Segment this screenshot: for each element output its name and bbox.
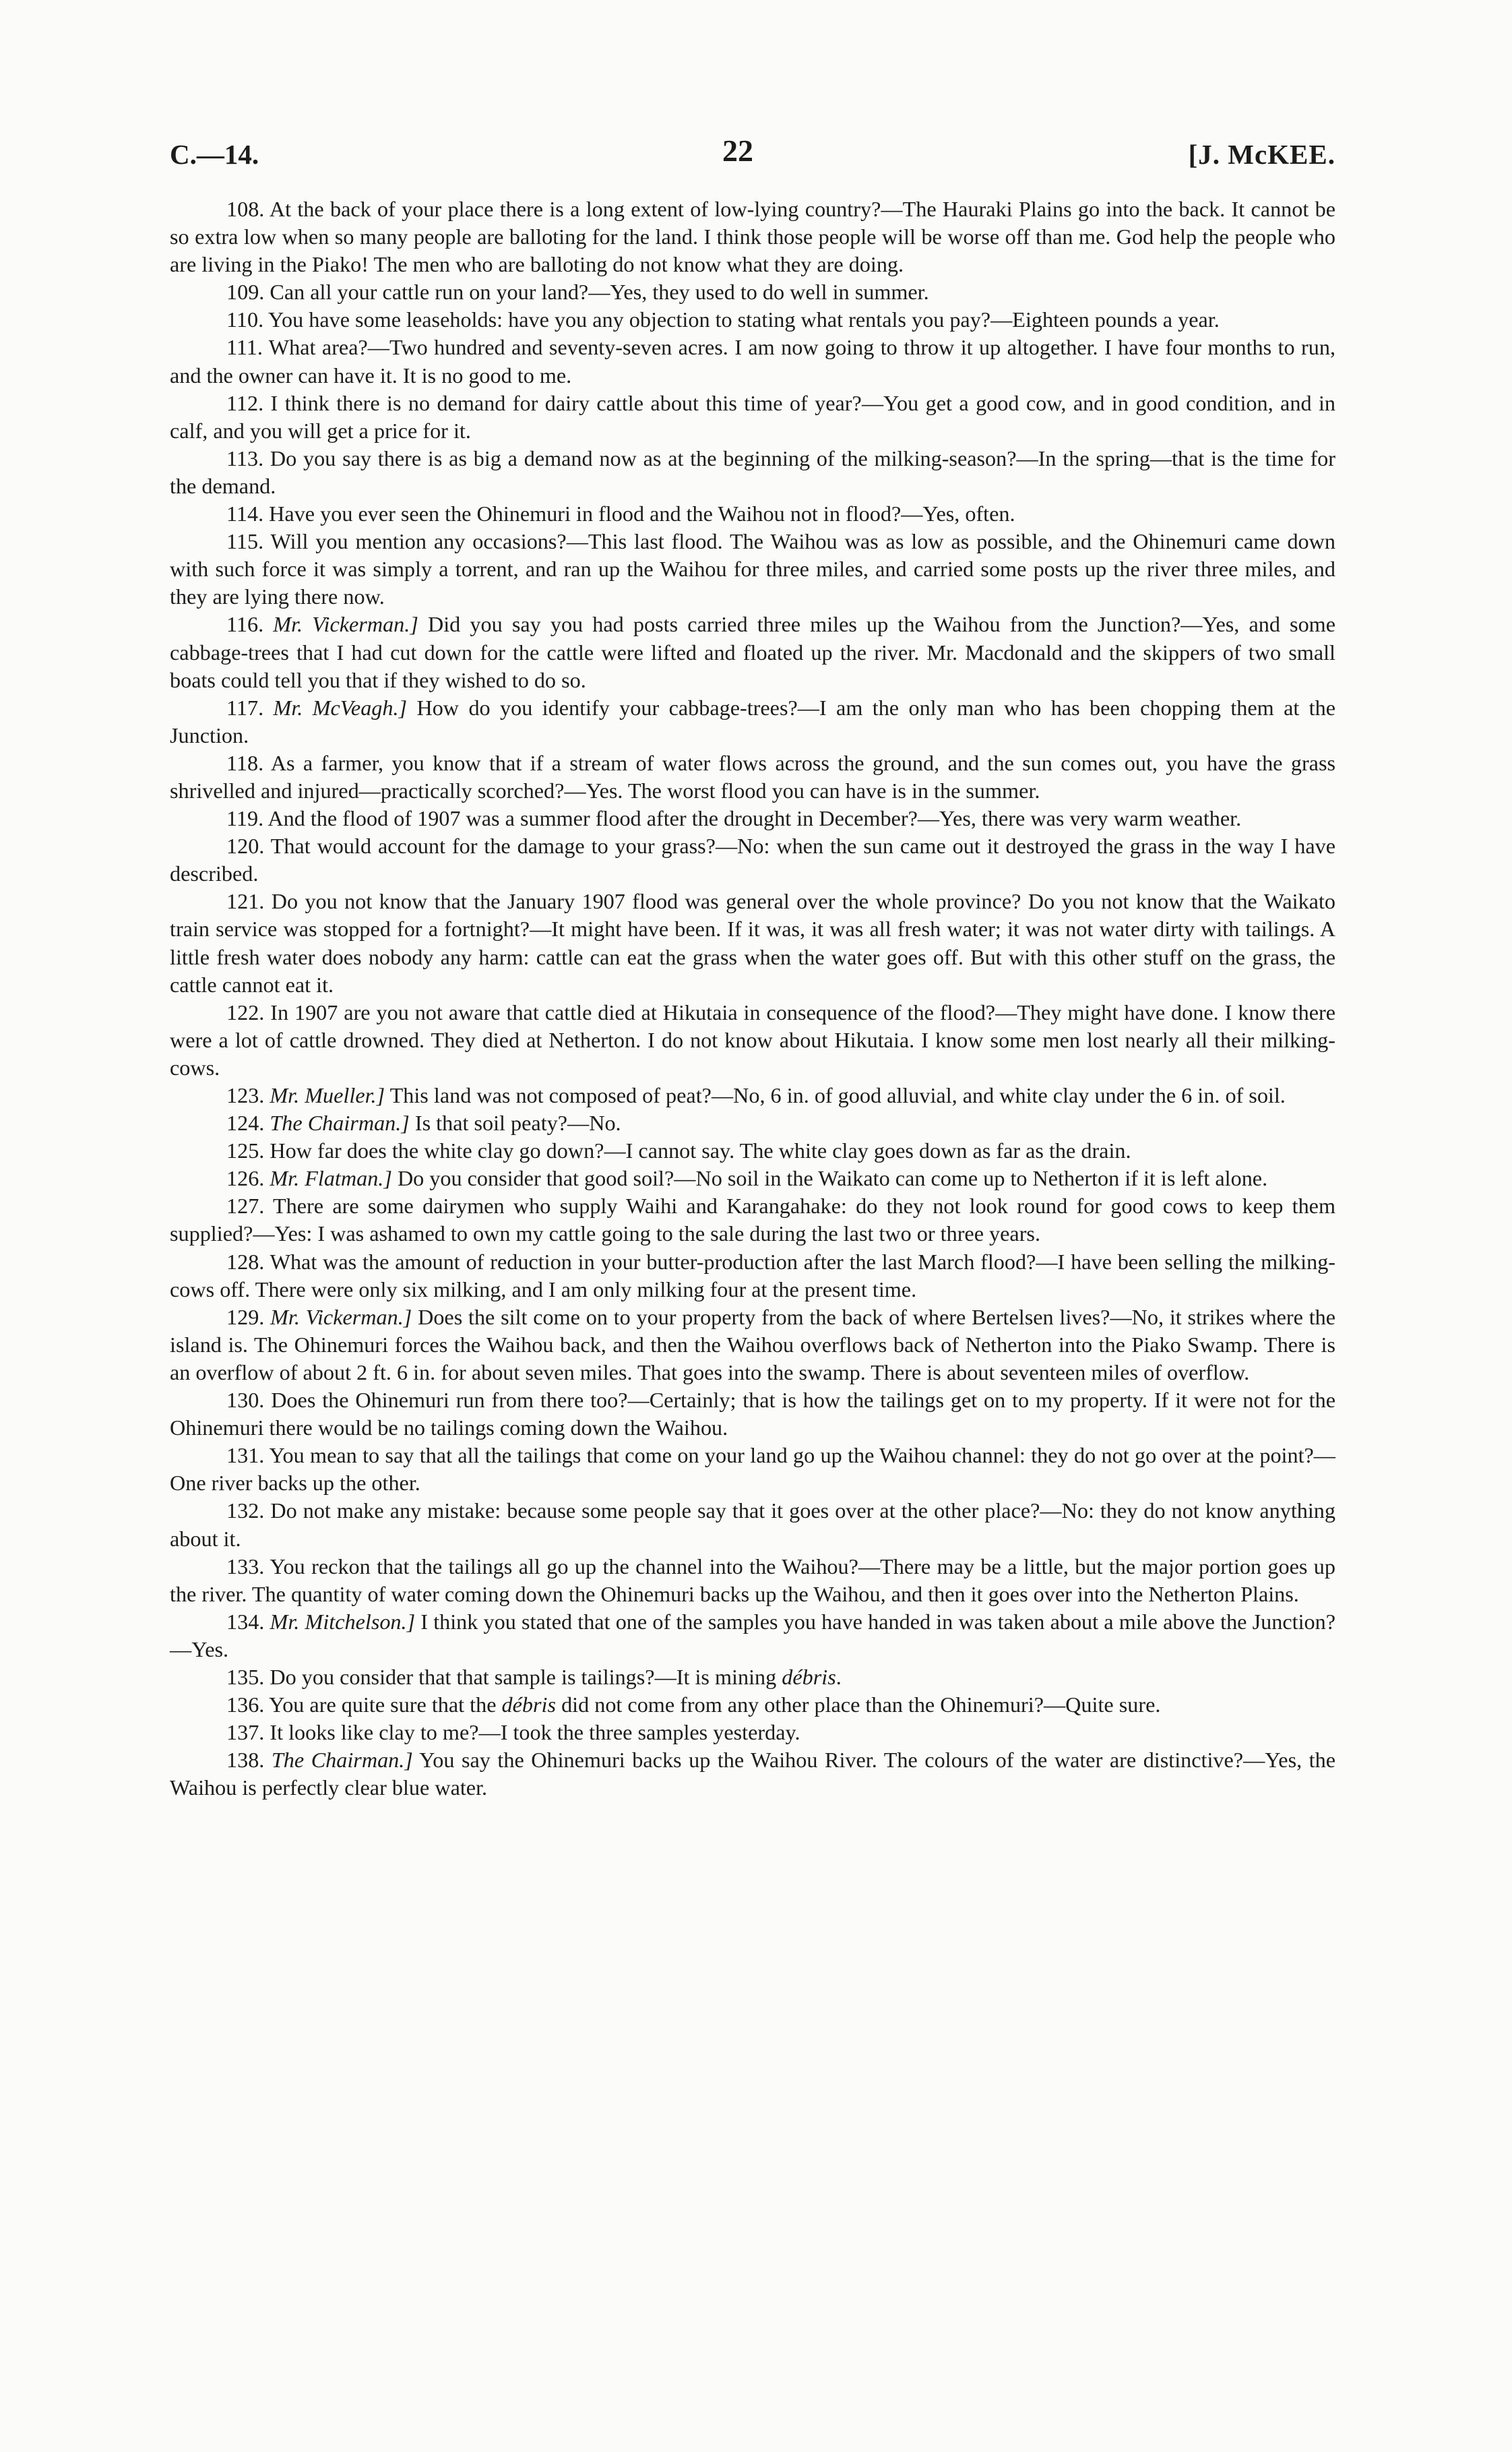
question-119: 119. And the flood of 1907 was a summer flood after the drought in December?—Yes, there was very warm weather.	[226, 806, 1242, 831]
foreign-word: débris	[501, 1692, 557, 1717]
testimony-body	[170, 195, 1335, 1802]
foreign-word: débris	[782, 1664, 836, 1689]
speaker-label: The Chairman.]	[270, 1111, 410, 1136]
question-123: 123. Mr. Mueller.] This land was not composed of peat?—No, 6 in. of good alluvial, and white clay under the 6 in. of soil.	[226, 1083, 1286, 1107]
question-132: 132. Do not make any mistake: because some people say that it goes over at the other place?—No: they do not know anything about it.	[170, 1498, 1335, 1551]
question-121: 121. Do you not know that the January 1907 flood was general over the whole province? Do you not know that the Waikato train service was stopped for a fortnight?—It might have been. If it was, it was all fresh water; it was not water dirty with tailings. A little fresh water does nobody any harm: cattle can eat the grass when the water goes off. But with this other stuff on the grass, the cattle cannot eat it.	[170, 889, 1335, 997]
paper-reference: C.—14.	[170, 139, 259, 170]
question-130: 130. Does the Ohinemuri run from there too?—Certainly; that is how the tailings get on to my property. If it were not for the Ohinemuri there would be no tailings coming down the Waihou.	[170, 1388, 1335, 1440]
question-114: 114. Have you ever seen the Ohinemuri in flood and the Waihou not in flood?—Yes, often.	[226, 501, 1015, 526]
question-138: 138. The Chairman.] You say the Ohinemuri backs up the Waihou River. The colours of the water are distinctive?—Yes, the Waihou is perfectly clear blue water.	[170, 1748, 1336, 1800]
speaker-label: Mr. McVeagh.]	[273, 695, 408, 720]
question-115: 115. Will you mention any occasions?—This last flood. The Waihou was as low as possible, and the Ohinemuri came down with such force it was simply a torrent, and ran up the Waihou for three miles, and carried some posts up the river three miles, and they are lying there now.	[170, 529, 1335, 609]
question-135: 135. Do you consider that that sample is tailings?—It is mining débris.	[226, 1664, 842, 1689]
question-112: 112. I think there is no demand for dairy cattle about this time of year?—You get a good cow, and in good condition, and in calf, and you will get a price for it.	[170, 390, 1335, 443]
question-137: 137. It looks like clay to me?—I took the three samples yesterday.	[226, 1720, 800, 1745]
question-134: 134. Mr. Mitchelson.] I think you stated that one of the samples you have handed in was taken about a mile above the Junction?—Yes.	[170, 1609, 1336, 1661]
question-133: 133. You reckon that the tailings all go up the channel into the Waihou?—There may be a little, but the major portion goes up the river. The quantity of water coming down the Ohinemuri backs up the Waihou, and then it goes over into the Netherton Plains.	[170, 1554, 1335, 1606]
question-109: 109. Can all your cattle run on your land?—Yes, they used to do well in summer.	[226, 280, 929, 305]
question-124: 124. The Chairman.] Is that soil peaty?—No.	[226, 1111, 621, 1136]
question-113: 113. Do you say there is as big a demand now as at the beginning of the milking-season?—In the spring—that is the time for the demand.	[170, 446, 1335, 498]
page-number: 22	[722, 133, 753, 168]
speaker-label: Mr. Vickerman.]	[270, 1304, 412, 1329]
question-120: 120. That would account for the damage to your grass?—No: when the sun came out it destroyed the grass in the way I have described.	[170, 834, 1335, 886]
question-117: 117. Mr. McVeagh.] How do you identify your cabbage-trees?—I am the only man who has been chopping them at the Junction.	[170, 695, 1336, 747]
witness-name: [J. McKEE.	[1188, 139, 1335, 170]
question-131: 131. You mean to say that all the tailings that come on your land go up the Waihou channel: they do not go over at the point?—One river backs up the other.	[170, 1443, 1335, 1496]
question-111: 111. What area?—Two hundred and seventy-seven acres. I am now going to throw it up altogether. I have four months to run, and the owner can have it. It is no good to me.	[170, 335, 1335, 388]
question-122: 122. In 1907 are you not aware that cattle died at Hikutaia in consequence of the flood?—They might have done. I know there were a lot of cattle drowned. They died at Netherton. I do not know about Hikutaia. I know some men lost nearly all their milking-cows.	[170, 1000, 1335, 1080]
question-118: 118. As a farmer, you know that if a stream of water flows across the ground, and the sun comes out, you have the grass shrivelled and injured—practically scorched?—Yes. The worst flood you can have is in the summer.	[170, 750, 1335, 803]
question-125: 125. How far does the white clay go down?—I cannot say. The white clay goes down as far as the drain.	[226, 1138, 1131, 1163]
question-108: 108. At the back of your place there is a long extent of low-lying country?—The Hauraki Plains go into the back. It cannot be so extra low when so many people are balloting for the land. I think those people will be worse off than me. God help the people who are living in the Piako! The men who are balloting do not know what they are doing.	[170, 197, 1335, 277]
speaker-label: Mr. Flatman.]	[270, 1166, 392, 1191]
question-116: 116. Mr. Vickerman.] Did you say you had posts carried three miles up the Waihou from the Junction?—Yes, and some cabbage-trees that I had cut down for the cattle were lifted and floated up the river. Mr. Macdonald and the skippers of two small boats could tell you that if they wished to do so.	[170, 612, 1335, 692]
speaker-label: Mr. Mitchelson.]	[270, 1609, 416, 1634]
speaker-label: The Chairman.]	[271, 1748, 413, 1773]
question-126: 126. Mr. Flatman.] Do you consider that good soil?—No soil in the Waikato can come up to Netherton if it is left alone.	[226, 1166, 1268, 1191]
question-110: 110. You have some leaseholds: have you any objection to stating what rentals you pay?—Eighteen pounds a year.	[226, 307, 1220, 332]
question-129: 129. Mr. Vickerman.] Does the silt come on to your property from the back of where Bertelsen lives?—No, it strikes where the island is. The Ohinemuri forces the Waihou back, and then the Waihou overflows back of Netherton into the Piako Swamp. There is an overflow of about 2 ft. 6 in. for about seven miles. That goes into the swamp. There is about seventeen miles of overflow.	[170, 1304, 1336, 1384]
question-128: 128. What was the amount of reduction in your butter-production after the last March flood?—I have been selling the milking-cows off. There were only six milking, and I am only milking four at the present time.	[170, 1249, 1335, 1301]
question-136: 136. You are quite sure that the débris did not come from any other place than the Ohinemuri?—Quite sure.	[226, 1692, 1161, 1717]
speaker-label: Mr. Vickerman.]	[273, 612, 418, 637]
page-header	[170, 133, 1335, 179]
speaker-label: Mr. Mueller.]	[270, 1083, 385, 1107]
question-127: 127. There are some dairymen who supply Waihi and Karangahake: do they not look round for good cows to keep them supplied?—Yes: I was ashamed to own my cattle going to the sale during the last two or three years.	[170, 1194, 1335, 1246]
